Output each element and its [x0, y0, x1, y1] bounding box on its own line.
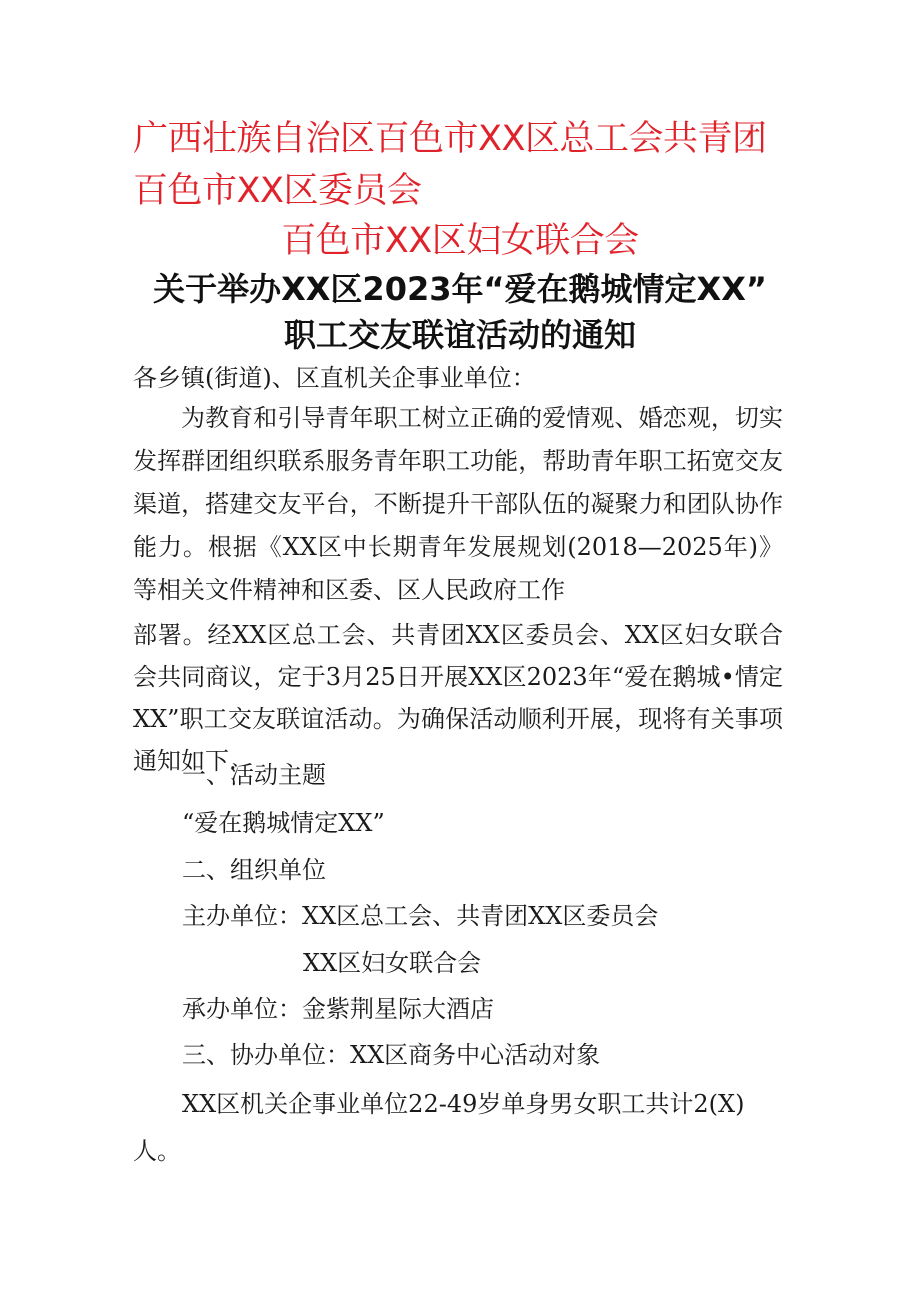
- document-title-line-1: 关于举办XX区2023年“爱在鹅城情定XX”: [153, 270, 767, 308]
- document-title-line-2: 职工交友联谊活动的通知: [283, 316, 636, 354]
- host-units: 主办单位：XX区总工会、共青团XX区委员会: [182, 902, 659, 930]
- host-units-continued: XX区妇女联合会: [303, 949, 482, 977]
- section-theme-heading: 一、活动主题: [182, 761, 326, 789]
- co-organizer-unit: 三、协办单位：XX区商务中心活动对象: [182, 1041, 601, 1069]
- paragraph-intro: 为教育和引导青年职工树立正确的爱情观、婚恋观，切实发挥群团组织联系服务青年职工功能，帮助青年职工拓宽交友渠道，搭建交友平台，不断提升干部队伍的凝聚力和团队协作能力。根据《XX区中长期青年发展规划(2018—2025年)》等相关文件精神和区委、区人民政府工作: [133, 404, 783, 604]
- section-organizers-heading: 二、组织单位: [182, 856, 326, 884]
- participants-text-continued: 人。: [133, 1137, 181, 1165]
- organizer-unit: 承办单位：金紫荆星际大酒店: [182, 995, 494, 1023]
- issuer-line-2: 百色市XX区妇女联合会: [281, 221, 639, 261]
- section-theme-value: “爱在鹅城情定XX”: [182, 809, 385, 837]
- participants-text: XX区机关企事业单位22-49岁单身男女职工共计2(X): [182, 1090, 745, 1118]
- salutation: 各乡镇(街道)、区直机关企事业单位：: [133, 364, 536, 392]
- issuer-line-1: 广西壮族自治区百色市XX区总工会共青团百色市XX区委员会: [133, 119, 767, 211]
- paragraph-arrangement: 部署。经XX区总工会、共青团XX区委员会、XX区妇女联合会共同商议，定于3月25日开展XX区2023年“爱在鹅城•情定XX”职工交友联谊活动。为确保活动顺利开展，现将有关事项通知如下.: [133, 621, 783, 775]
